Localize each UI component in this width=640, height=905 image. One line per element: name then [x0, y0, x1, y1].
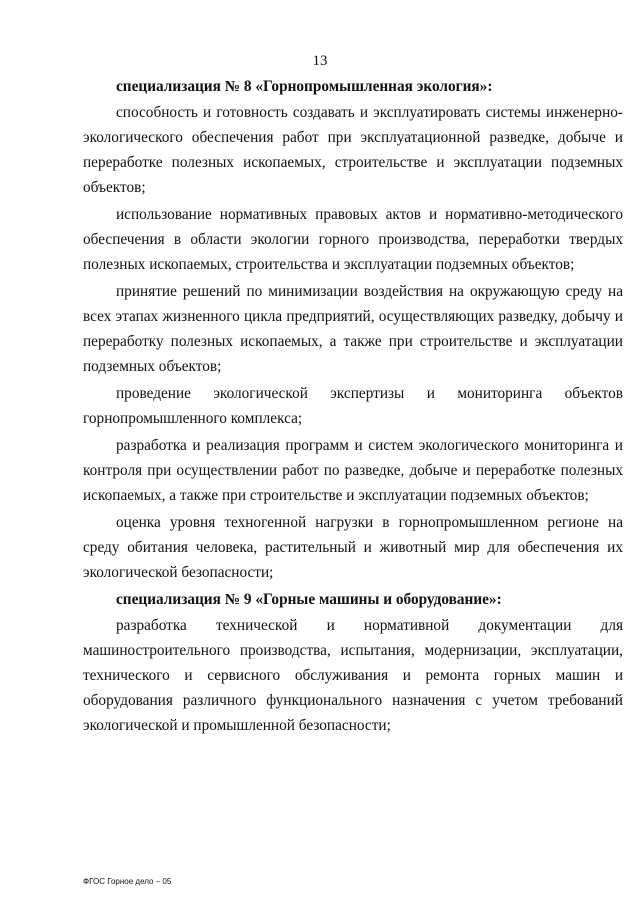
page-number: 13 [312, 53, 328, 69]
section-specialization-8 [83, 74, 623, 585]
paragraph: разработка технической и нормативной документации для машиностроительного производства, испытания, модернизации, эксплуатации, технического и сервисного обслуживания и ремонта горных машин и оборудования различного функционального назначения с учетом требований экологической и промышленной безопасности; [83, 617, 623, 734]
section-heading: специализация № 8 «Горнопромышленная экология»: [116, 78, 493, 95]
document-body [83, 74, 623, 740]
paragraph: принятие решений по минимизации воздействия на окружающую среду на всех этапах жизненного цикла предприятий, осуществляющих разведку, добычу и переработку полезных ископаемых, а также при строительстве и эксплуатации подземных объектов; [83, 283, 623, 375]
paragraph: проведение экологической экспертизы и мониторинга объектов горнопромышленного комплекса; [83, 385, 623, 427]
page-footer: ФГОС Горное дело – 05 [83, 877, 172, 886]
paragraph: оценка уровня техногенной нагрузки в горнопромышленном регионе на среду обитания человека, растительный и животный мир для обеспечения их экологической безопасности; [83, 514, 623, 581]
section-specialization-9 [83, 587, 623, 738]
paragraph: разработка и реализация программ и систем экологического мониторинга и контроля при осуществлении работ по разведке, добыче и переработке полезных ископаемых, а также при строительстве и эксплуатации подземных объектов; [83, 437, 623, 504]
paragraph: способность и готовность создавать и эксплуатировать системы инженерно-экологического обеспечения работ при эксплуатационной разведке, добыче и переработке полезных ископаемых, строительстве и эксплуатации подземных объектов; [83, 104, 623, 196]
paragraph: использование нормативных правовых актов и нормативно-методического обеспечения в области экологии горного производства, переработки твердых полезных ископаемых, строительства и эксплуатации подземных объектов; [83, 206, 623, 273]
section-heading: специализация № 9 «Горные машины и оборудование»: [116, 591, 502, 608]
